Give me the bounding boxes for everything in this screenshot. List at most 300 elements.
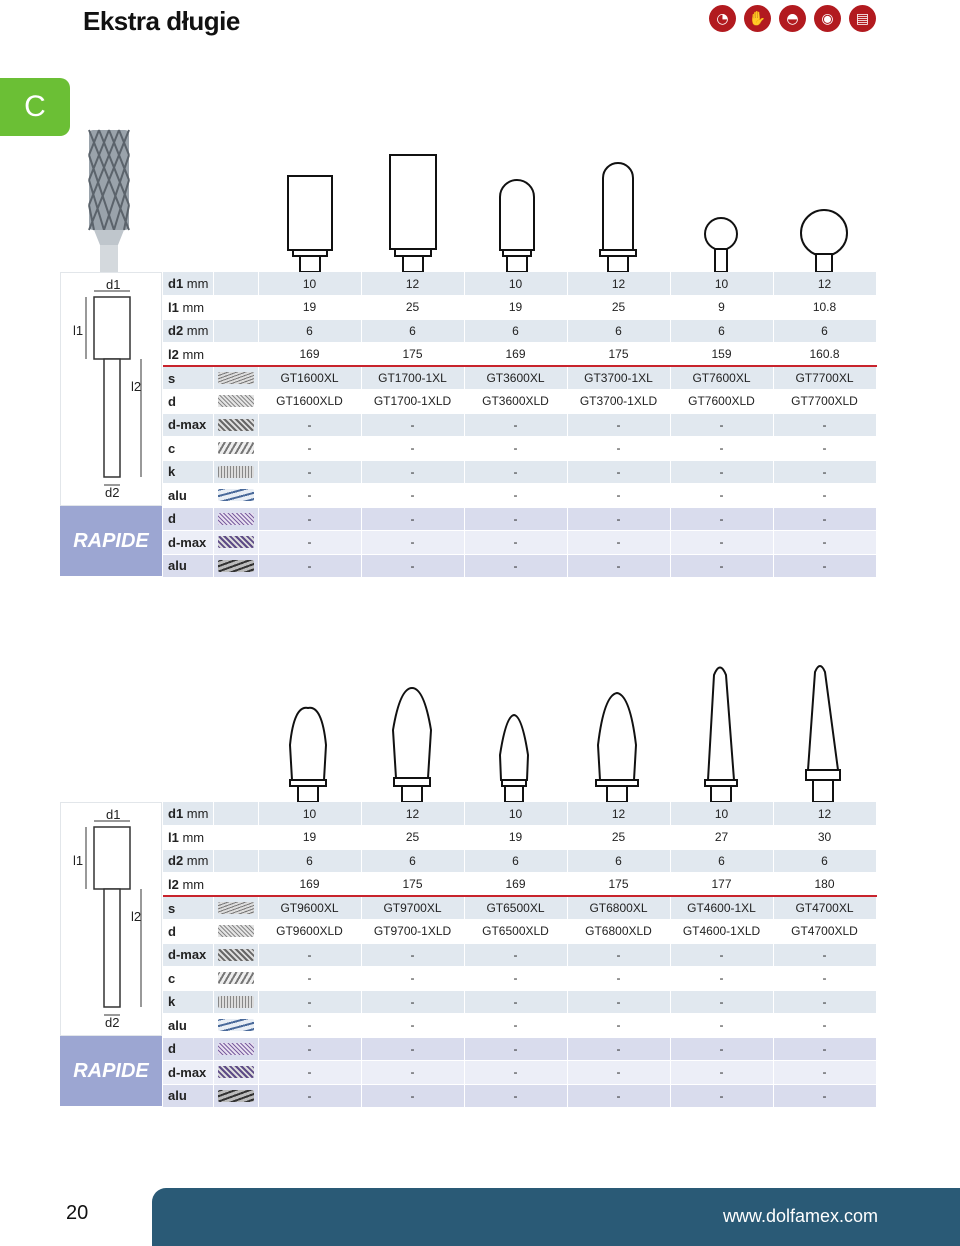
table-cell: - [464, 1084, 567, 1108]
table-cell: 10 [670, 272, 773, 296]
cut-pattern-icon [218, 1019, 254, 1031]
row-label-unit: mm [186, 276, 209, 291]
d2-label: d2 [105, 1015, 120, 1030]
cut-pattern-icon [218, 466, 254, 478]
table-cell: - [258, 413, 361, 437]
row-label [163, 484, 213, 508]
cylinder-burr-photo [89, 130, 129, 272]
row-label-name: d2 [168, 323, 184, 339]
row-label [163, 366, 213, 390]
table-cell: - [670, 1014, 773, 1038]
table-cell: - [258, 460, 361, 484]
spec-row-k [163, 460, 876, 484]
table-cell: - [567, 1084, 670, 1108]
table-cell: 19 [258, 826, 361, 850]
table-cell: 6 [361, 319, 464, 343]
cut-pattern-cell [213, 849, 258, 873]
table-cell: 6 [361, 849, 464, 873]
table-cell: 19 [464, 296, 567, 320]
row-label-name: alu [168, 487, 187, 503]
table-cell: - [567, 413, 670, 437]
row-label [163, 1037, 213, 1061]
shank-diagram [61, 803, 161, 1035]
table-cell: - [464, 1014, 567, 1038]
table-cell: GT9700XL [361, 896, 464, 920]
spec-row-d1 [163, 272, 876, 296]
row-label [163, 507, 213, 531]
row-label-name: d1 [168, 276, 184, 291]
table-cell: - [670, 1037, 773, 1061]
table-cell: GT4700XL [773, 896, 876, 920]
spec-row-alu [163, 484, 876, 508]
table-cell: - [773, 1014, 876, 1038]
tool-10-drawing [596, 693, 638, 802]
tool-illustrations-1 [0, 0, 960, 272]
table-cell: - [670, 437, 773, 461]
l1-label: l1 [73, 323, 84, 338]
cut-pattern-icon [218, 972, 254, 984]
table-cell: - [670, 967, 773, 991]
row-label-name: d [168, 393, 176, 409]
tool-12-drawing [806, 666, 840, 802]
row-label [163, 826, 213, 850]
table-cell: - [670, 1061, 773, 1085]
row-label-name: s [168, 370, 176, 386]
table-cell: 6 [670, 849, 773, 873]
table-cell: GT1600XL [258, 366, 361, 390]
shank-diagram [61, 273, 161, 505]
tool-3-drawing [500, 180, 534, 272]
table-cell: 175 [361, 873, 464, 897]
table-cell: - [258, 967, 361, 991]
cut-pattern-icon [218, 902, 254, 914]
cut-pattern-cell [213, 896, 258, 920]
table-cell: 6 [258, 849, 361, 873]
spec-row-d [163, 390, 876, 414]
cut-pattern-icon [218, 1043, 254, 1055]
cut-pattern-cell [213, 967, 258, 991]
table-cell: - [670, 554, 773, 578]
row-label [163, 272, 213, 296]
spec-row-c [163, 437, 876, 461]
table-cell: 6 [567, 319, 670, 343]
section-tab: C [0, 78, 70, 136]
table-cell: - [773, 1084, 876, 1108]
table-cell: - [670, 990, 773, 1014]
table-cell: - [670, 507, 773, 531]
table-cell: - [567, 460, 670, 484]
table-cell: - [258, 531, 361, 555]
tool-5-drawing [705, 218, 737, 272]
cut-pattern-icon [218, 1066, 254, 1078]
cut-pattern-cell [213, 873, 258, 897]
table-cell: - [773, 484, 876, 508]
l2-label: l2 [131, 379, 142, 394]
row-label-name: l1 [168, 829, 179, 845]
tool-1-drawing [288, 176, 332, 272]
table-cell: - [464, 413, 567, 437]
table-cell: - [773, 554, 876, 578]
row-label [163, 1061, 213, 1085]
tool-9-drawing [500, 715, 528, 802]
table-cell: GT7600XLD [670, 390, 773, 414]
spec-row-dmax [163, 943, 876, 967]
tool-11-drawing [705, 668, 737, 803]
table-cell: 27 [670, 826, 773, 850]
row-label-unit: mm [186, 806, 209, 821]
table-cell: 175 [567, 343, 670, 367]
table-cell: - [773, 507, 876, 531]
table-cell: - [464, 554, 567, 578]
row-label-unit: mm [182, 346, 205, 362]
table-cell: 169 [258, 343, 361, 367]
mask-icon: ◉ [814, 5, 841, 32]
row-label-name: s [168, 900, 176, 916]
table-cell: 19 [464, 826, 567, 850]
table-cell: - [361, 1061, 464, 1085]
table-cell: - [773, 1061, 876, 1085]
row-label [163, 849, 213, 873]
row-label-unit: mm [186, 853, 209, 869]
table-cell: - [567, 1037, 670, 1061]
tool-4-drawing [600, 163, 636, 272]
row-label-name: c [168, 970, 176, 986]
spec-row-r_d [163, 1037, 876, 1061]
cut-pattern-cell [213, 484, 258, 508]
helmet-icon: ◓ [779, 5, 806, 32]
row-label [163, 413, 213, 437]
table-cell: - [258, 1084, 361, 1108]
table-cell: 6 [773, 849, 876, 873]
table-cell: - [464, 990, 567, 1014]
table-cell: - [773, 943, 876, 967]
cut-pattern-icon [218, 949, 254, 961]
table-cell: 6 [773, 319, 876, 343]
table-cell: 175 [567, 873, 670, 897]
row-label [163, 943, 213, 967]
table-cell: - [361, 967, 464, 991]
tool-6-drawing [801, 210, 847, 272]
table-cell: - [567, 507, 670, 531]
cut-pattern-icon [218, 395, 254, 407]
table-cell: - [464, 943, 567, 967]
cut-pattern-icon [218, 489, 254, 501]
row-label [163, 896, 213, 920]
table-cell: GT1600XLD [258, 390, 361, 414]
table-cell: GT3600XL [464, 366, 567, 390]
spec-row-s [163, 896, 876, 920]
spec-row-l1 [163, 296, 876, 320]
spec-row-d1 [163, 802, 876, 826]
page-title: Ekstra długie [83, 6, 240, 36]
row-label [163, 343, 213, 367]
table-cell: 177 [670, 873, 773, 897]
row-label-name: l2 [168, 876, 179, 892]
table-cell: - [567, 1014, 670, 1038]
table-cell: - [773, 460, 876, 484]
table-cell: GT6500XL [464, 896, 567, 920]
table-cell: 10 [464, 802, 567, 826]
table-cell: 12 [773, 802, 876, 826]
table-cell: - [773, 413, 876, 437]
dimension-diagram-1 [60, 272, 162, 506]
ear-protection-icon: ◔ [709, 5, 736, 32]
table-cell: 19 [258, 296, 361, 320]
d2-label: d2 [105, 485, 120, 500]
table-cell: - [464, 967, 567, 991]
row-label-name: l1 [168, 299, 179, 315]
table-cell: - [361, 484, 464, 508]
table-cell: GT7600XL [670, 366, 773, 390]
table-cell: GT7700XL [773, 366, 876, 390]
row-label-name: alu [168, 1088, 187, 1104]
table-cell: - [361, 437, 464, 461]
table-cell: - [670, 943, 773, 967]
table-cell: - [670, 1084, 773, 1108]
table-cell: - [567, 1061, 670, 1085]
spec-row-l2 [163, 343, 876, 367]
table-cell: - [567, 484, 670, 508]
cut-pattern-cell [213, 1061, 258, 1085]
table-cell: GT3700-1XL [567, 366, 670, 390]
cut-pattern-icon [218, 1090, 254, 1102]
table-cell: - [361, 460, 464, 484]
cut-pattern-cell [213, 437, 258, 461]
spec-table-2 [163, 802, 877, 1108]
table-cell: - [773, 990, 876, 1014]
cut-pattern-icon [218, 996, 254, 1008]
dimension-diagram-2 [60, 802, 162, 1036]
table-cell: - [361, 1084, 464, 1108]
table-cell: GT9600XLD [258, 920, 361, 944]
table-cell: 6 [670, 319, 773, 343]
cut-pattern-cell [213, 990, 258, 1014]
row-label [163, 990, 213, 1014]
cut-pattern-cell [213, 413, 258, 437]
cut-pattern-cell [213, 802, 258, 826]
row-label-unit: mm [182, 876, 205, 892]
row-label [163, 319, 213, 343]
table-cell: - [361, 1014, 464, 1038]
table-cell: - [361, 990, 464, 1014]
row-label [163, 390, 213, 414]
table-cell: - [464, 1061, 567, 1085]
table-cell: 175 [361, 343, 464, 367]
table-cell: 25 [567, 826, 670, 850]
cut-pattern-icon [218, 513, 254, 525]
table-cell: - [567, 990, 670, 1014]
table-cell: - [464, 460, 567, 484]
cut-pattern-cell [213, 1037, 258, 1061]
table-cell: GT9700-1XLD [361, 920, 464, 944]
table-cell: 25 [361, 826, 464, 850]
table-cell: - [464, 507, 567, 531]
website-link[interactable]: www.dolfamex.com [722, 1206, 878, 1226]
row-label-name: l2 [168, 346, 179, 362]
spec-row-l2 [163, 873, 876, 897]
row-label-name: d2 [168, 853, 184, 869]
table-cell: - [258, 554, 361, 578]
tool-2-drawing [390, 155, 436, 272]
cut-pattern-cell [213, 319, 258, 343]
table-cell: GT4600-1XLD [670, 920, 773, 944]
table-cell: - [464, 437, 567, 461]
table-cell: 12 [567, 802, 670, 826]
table-cell: 25 [361, 296, 464, 320]
table-cell: 6 [464, 319, 567, 343]
cut-pattern-cell [213, 1014, 258, 1038]
table-cell: 180 [773, 873, 876, 897]
tool-7-drawing [290, 708, 326, 802]
row-label-name: d [168, 1041, 176, 1057]
spec-row-d2 [163, 849, 876, 873]
table-cell: - [670, 484, 773, 508]
cut-pattern-icon [218, 442, 254, 454]
table-cell: - [258, 437, 361, 461]
table-cell: - [361, 554, 464, 578]
row-label-name: d1 [168, 806, 184, 821]
table-cell: - [464, 1037, 567, 1061]
table-cell: - [361, 507, 464, 531]
table-cell: - [567, 531, 670, 555]
table-cell: - [773, 967, 876, 991]
table-cell: - [567, 554, 670, 578]
row-label [163, 1014, 213, 1038]
spec-row-d2 [163, 319, 876, 343]
table-cell: GT4700XLD [773, 920, 876, 944]
rapide-label: RAPIDE [60, 506, 162, 576]
row-label-unit: mm [186, 323, 209, 339]
table-cell: - [464, 484, 567, 508]
cut-pattern-cell [213, 507, 258, 531]
spec-row-r_d [163, 507, 876, 531]
row-label [163, 802, 213, 826]
tool-illustrations-2 [0, 530, 960, 802]
spec-row-k [163, 990, 876, 1014]
row-label-name: d [168, 923, 176, 939]
row-label [163, 460, 213, 484]
row-label-unit: mm [182, 299, 205, 315]
table-cell: - [361, 531, 464, 555]
table-cell: GT7700XLD [773, 390, 876, 414]
d1-label: d1 [106, 807, 121, 822]
table-cell: 30 [773, 826, 876, 850]
cut-pattern-icon [218, 419, 254, 431]
spec-row-alu [163, 1014, 876, 1038]
row-label [163, 1084, 213, 1108]
row-label-name: k [168, 464, 176, 480]
table-cell: 169 [464, 873, 567, 897]
table-cell: 10 [258, 272, 361, 296]
table-cell: - [258, 1037, 361, 1061]
row-label [163, 873, 213, 897]
table-cell: 12 [361, 802, 464, 826]
table-cell: 9 [670, 296, 773, 320]
table-cell: GT6500XLD [464, 920, 567, 944]
table-cell: GT1700-1XLD [361, 390, 464, 414]
table-cell: 6 [464, 849, 567, 873]
table-cell: GT6800XL [567, 896, 670, 920]
row-label-name: d-max [168, 947, 207, 963]
table-cell: - [258, 1014, 361, 1038]
cut-pattern-cell [213, 272, 258, 296]
row-label-name: d [168, 511, 176, 527]
manual-icon: ▤ [849, 5, 876, 32]
table-cell: 160.8 [773, 343, 876, 367]
table-cell: - [670, 531, 773, 555]
row-label-name: d-max [168, 417, 207, 433]
d1-label: d1 [106, 277, 121, 292]
cut-pattern-cell [213, 826, 258, 850]
table-cell: - [464, 531, 567, 555]
row-label-unit: mm [182, 829, 205, 845]
table-cell: - [670, 460, 773, 484]
glove-icon: ✋ [744, 5, 771, 32]
table-cell: 169 [464, 343, 567, 367]
spec-row-r_dmax [163, 1061, 876, 1085]
table-cell: - [567, 943, 670, 967]
table-cell: GT4600-1XL [670, 896, 773, 920]
table-cell: 10 [670, 802, 773, 826]
footer-bar [152, 1188, 960, 1246]
spec-row-d [163, 920, 876, 944]
row-label-name: d-max [168, 1064, 207, 1080]
table-cell: 10 [258, 802, 361, 826]
spec-row-s [163, 366, 876, 390]
table-cell: - [258, 1061, 361, 1085]
spec-row-c [163, 967, 876, 991]
row-label [163, 296, 213, 320]
table-cell: 10.8 [773, 296, 876, 320]
table-cell: GT3700-1XLD [567, 390, 670, 414]
table-cell: - [773, 437, 876, 461]
table-cell: - [361, 943, 464, 967]
l1-label: l1 [73, 853, 84, 868]
table-cell: GT1700-1XL [361, 366, 464, 390]
cut-pattern-icon [218, 372, 254, 384]
cut-pattern-cell [213, 920, 258, 944]
table-cell: 12 [361, 272, 464, 296]
rapide-label: RAPIDE [60, 1036, 162, 1106]
row-label-name: k [168, 994, 176, 1010]
table-cell: 169 [258, 873, 361, 897]
cut-pattern-cell [213, 366, 258, 390]
cut-pattern-cell [213, 390, 258, 414]
table-cell: - [567, 967, 670, 991]
table-cell: - [773, 1037, 876, 1061]
table-cell: 12 [773, 272, 876, 296]
table-cell: - [567, 437, 670, 461]
row-label [163, 920, 213, 944]
tool-8-drawing [393, 688, 431, 802]
table-cell: 159 [670, 343, 773, 367]
table-cell: - [258, 943, 361, 967]
table-cell: - [258, 990, 361, 1014]
table-cell: 10 [464, 272, 567, 296]
table-cell: GT9600XL [258, 896, 361, 920]
table-cell: - [773, 531, 876, 555]
row-label [163, 967, 213, 991]
cut-pattern-cell [213, 343, 258, 367]
table-cell: - [258, 484, 361, 508]
table-cell: GT6800XLD [567, 920, 670, 944]
l2-label: l2 [131, 909, 142, 924]
table-cell: - [361, 413, 464, 437]
table-cell: - [258, 507, 361, 531]
table-cell: 6 [567, 849, 670, 873]
spec-row-dmax [163, 413, 876, 437]
page-number: 20 [66, 1202, 89, 1224]
